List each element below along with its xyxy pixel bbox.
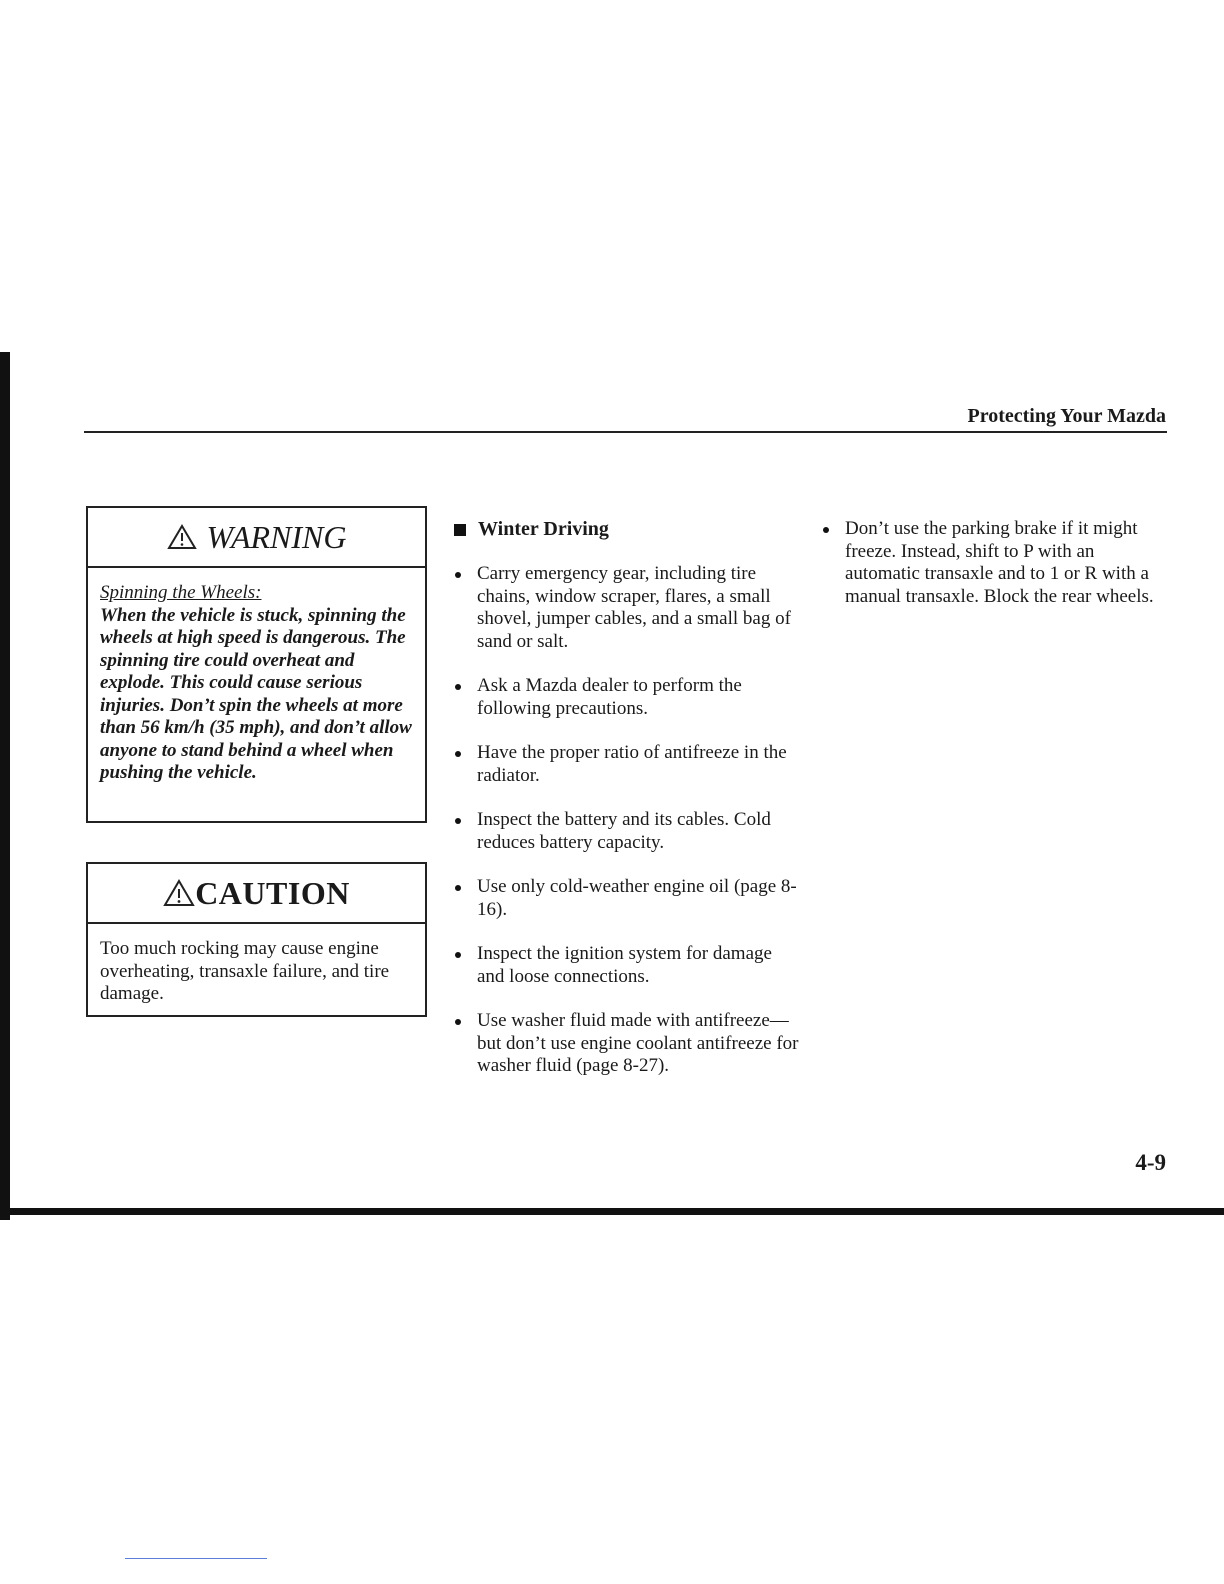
caution-header [88, 864, 425, 924]
list-item: Use washer fluid made with antifreeze—but don’t use engine coolant antifreeze for washer fluid (page 8-27). [454, 1010, 804, 1078]
footer-rule [0, 1208, 1224, 1215]
page-number: 4-9 [1135, 1150, 1166, 1175]
warning-text: When the vehicle is stuck, spinning the wheels at high speed is dangerous. The spinning tire could overheat and explode. This could cause serious injuries. Don’t spin the wheels at more than 56 km/h (35 mph), and don’t allow anyone to stand behind a wheel when pushing the vehicle. [100, 604, 412, 783]
list-item: Don’t use the parking brake if it might freeze. Instead, shift to P with an automatic transaxle and to 1 or R with a manual transaxle. Block the rear wheels. [822, 518, 1172, 608]
caution-box [86, 862, 427, 1017]
section-square-icon [454, 524, 466, 536]
warning-title: WARNING [206, 518, 347, 555]
warning-subtitle: Spinning the Wheels: [100, 582, 262, 603]
list-item: Have the proper ratio of antifreeze in the radiator. [454, 742, 804, 787]
caution-triangle-icon [163, 879, 195, 907]
caution-body: Too much rocking may cause engine overheating, transaxle failure, and tire damage. [100, 938, 390, 1004]
warning-body [88, 568, 425, 785]
warning-triangle-icon [167, 524, 197, 550]
header-rule [84, 431, 1167, 433]
winter-bullet-list [454, 563, 804, 1100]
list-item: Ask a Mazda dealer to perform the following precautions. [454, 675, 804, 720]
list-item: Inspect the ignition system for damage and loose connections. [454, 943, 804, 988]
list-item: Use only cold-weather engine oil (page 8-16). [454, 876, 804, 921]
page-header-title: Protecting Your Mazda [967, 405, 1166, 427]
page-edge-bar [0, 352, 10, 1220]
list-item: Inspect the battery and its cables. Cold reduces battery capacity. [454, 809, 804, 854]
footer-link-line [125, 1558, 267, 1559]
list-item: Carry emergency gear, including tire chains, window scraper, flares, a small shovel, jumper cables, and a small bag of sand or salt. [454, 563, 804, 653]
caution-title: CAUTION [195, 874, 350, 911]
winter-heading-text: Winter Driving [478, 518, 609, 540]
winter-driving-heading [454, 518, 609, 541]
warning-box [86, 506, 427, 823]
warning-header [88, 508, 425, 568]
winter-bullet-list-right [822, 518, 1172, 608]
